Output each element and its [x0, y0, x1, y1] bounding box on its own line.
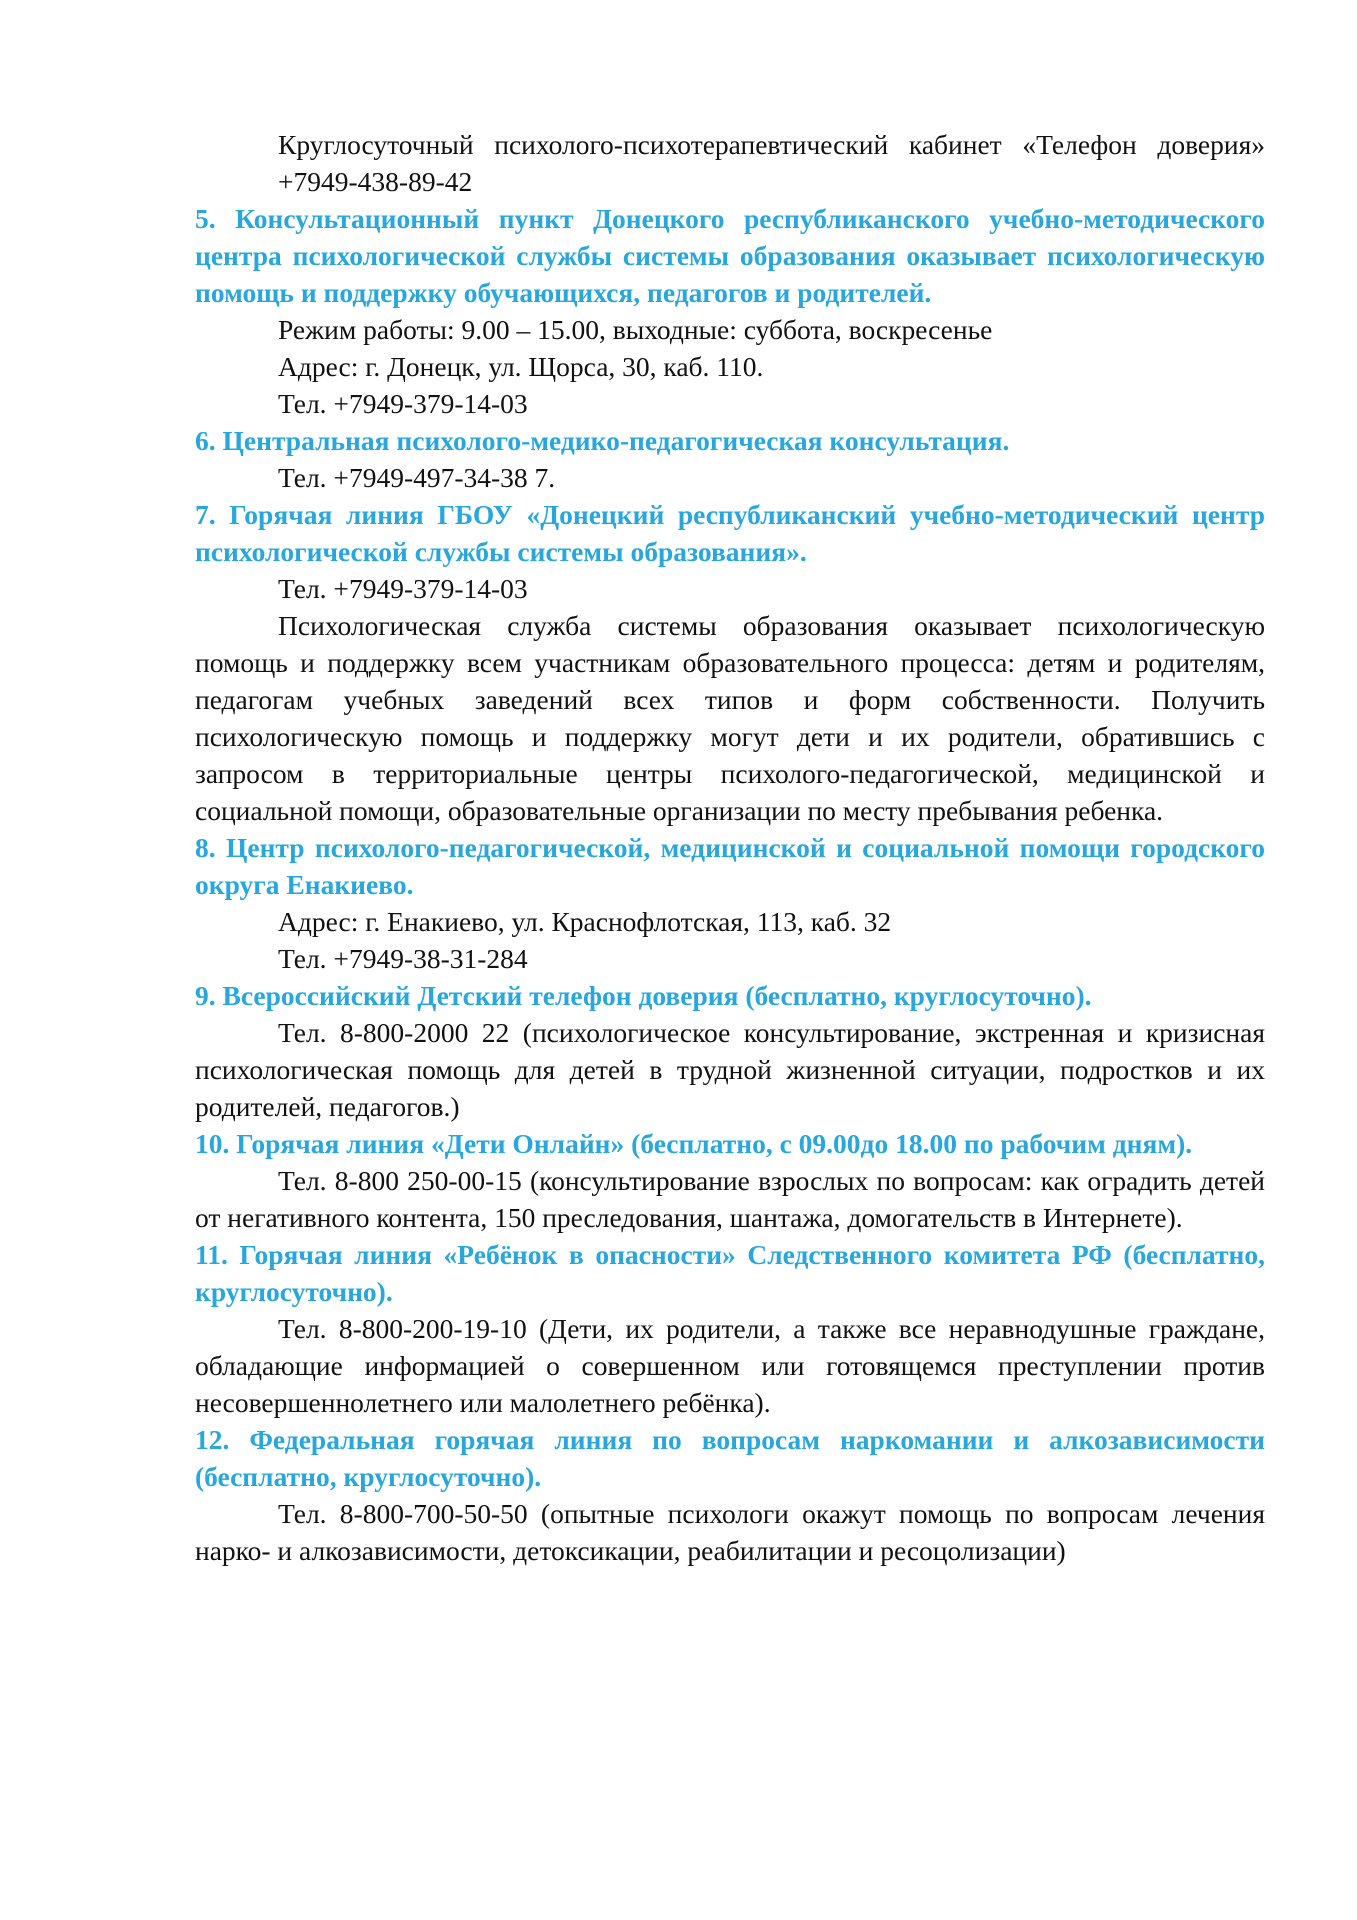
- paragraph-phone-item-8: Тел. +7949-38-31-284: [278, 943, 528, 974]
- paragraph-phone-item-11: Тел. 8-800-200-19-10 (Дети, их родители, а также все неравнодушные граждане, обладающие информацией о совершенном или готовящемся преступлении против несовершеннолетнего или малолетнего ребёнка).: [195, 1313, 1265, 1418]
- paragraph-address-donetsk: Адрес: г. Донецк, ул. Щорса, 30, каб. 110.: [278, 351, 764, 382]
- heading-item-10: 10. Горячая линия «Дети Онлайн» (бесплатно, с 09.00до 18.00 по рабочим дням).: [195, 1128, 1193, 1159]
- paragraph-phone-item-10: Тел. 8-800 250-00-15 (консультирование взрослых по вопросам: как оградить детей от негативного контента, 150 преследования, шантажа, домогательств в Интернете).: [195, 1165, 1265, 1233]
- heading-item-5: 5. Консультационный пункт Донецкого республиканского учебно-методического центра психологической службы системы образования оказывает психологическую помощь и поддержку обучающихся, педагогов и родителей.: [195, 203, 1265, 308]
- paragraph-phone-item-9: Тел. 8-800-2000 22 (психологическое консультирование, экстренная и кризисная психологическая помощь для детей в трудной жизненной ситуации, подростков и их родителей, педагогов.): [195, 1017, 1265, 1122]
- heading-item-12: 12. Федеральная горячая линия по вопросам наркомании и алкозависимости (бесплатно, круглосуточно).: [195, 1424, 1265, 1492]
- paragraph-phone-item-6: Тел. +7949-497-34-38 7.: [278, 462, 556, 493]
- paragraph-address-enakievo: Адрес: г. Енакиево, ул. Краснофлотская, 113, каб. 32: [278, 906, 892, 937]
- heading-item-7: 7. Горячая линия ГБОУ «Донецкий республиканский учебно-методический центр психологической службы системы образования».: [195, 499, 1265, 567]
- paragraph-psych-service-description: Психологическая служба системы образования оказывает психологическую помощь и поддержку всем участникам образовательного процесса: детям и родителям, педагогам учебных заведений всех типов и форм собственности. Получить психологическую помощь и поддержку могут дети и их родители, обратившись с запросом в территориальные центры психолого-педагогической, медицинской и социальной помощи, образовательные организации по месту пребывания ребенка.: [195, 610, 1265, 826]
- heading-item-6: 6. Центральная психолого-медико-педагогическая консультация.: [195, 425, 1010, 456]
- document-page: [195, 126, 1265, 1569]
- paragraph-phone-item-12: Тел. 8-800-700-50-50 (опытные психологи окажут помощь по вопросам лечения нарко- и алкозависимости, детоксикации, реабилитации и ресоцолизации): [195, 1498, 1265, 1566]
- paragraph-phone-item-5: Тел. +7949-379-14-03: [278, 388, 528, 419]
- heading-item-11: 11. Горячая линия «Ребёнок в опасности» Следственного комитета РФ (бесплатно, круглосуточно).: [195, 1239, 1265, 1307]
- paragraph-phone-item-7: Тел. +7949-379-14-03: [278, 573, 528, 604]
- paragraph-trust-phone-cabinet: Круглосуточный психолого-психотерапевтический кабинет «Телефон доверия» +7949-438-89-42: [278, 129, 1265, 197]
- paragraph-working-hours: Режим работы: 9.00 – 15.00, выходные: суббота, воскресенье: [278, 314, 993, 345]
- heading-item-8: 8. Центр психолого-педагогической, медицинской и социальной помощи городского округа Енакиево.: [195, 832, 1265, 900]
- heading-item-9: 9. Всероссийский Детский телефон доверия (бесплатно, круглосуточно).: [195, 980, 1092, 1011]
